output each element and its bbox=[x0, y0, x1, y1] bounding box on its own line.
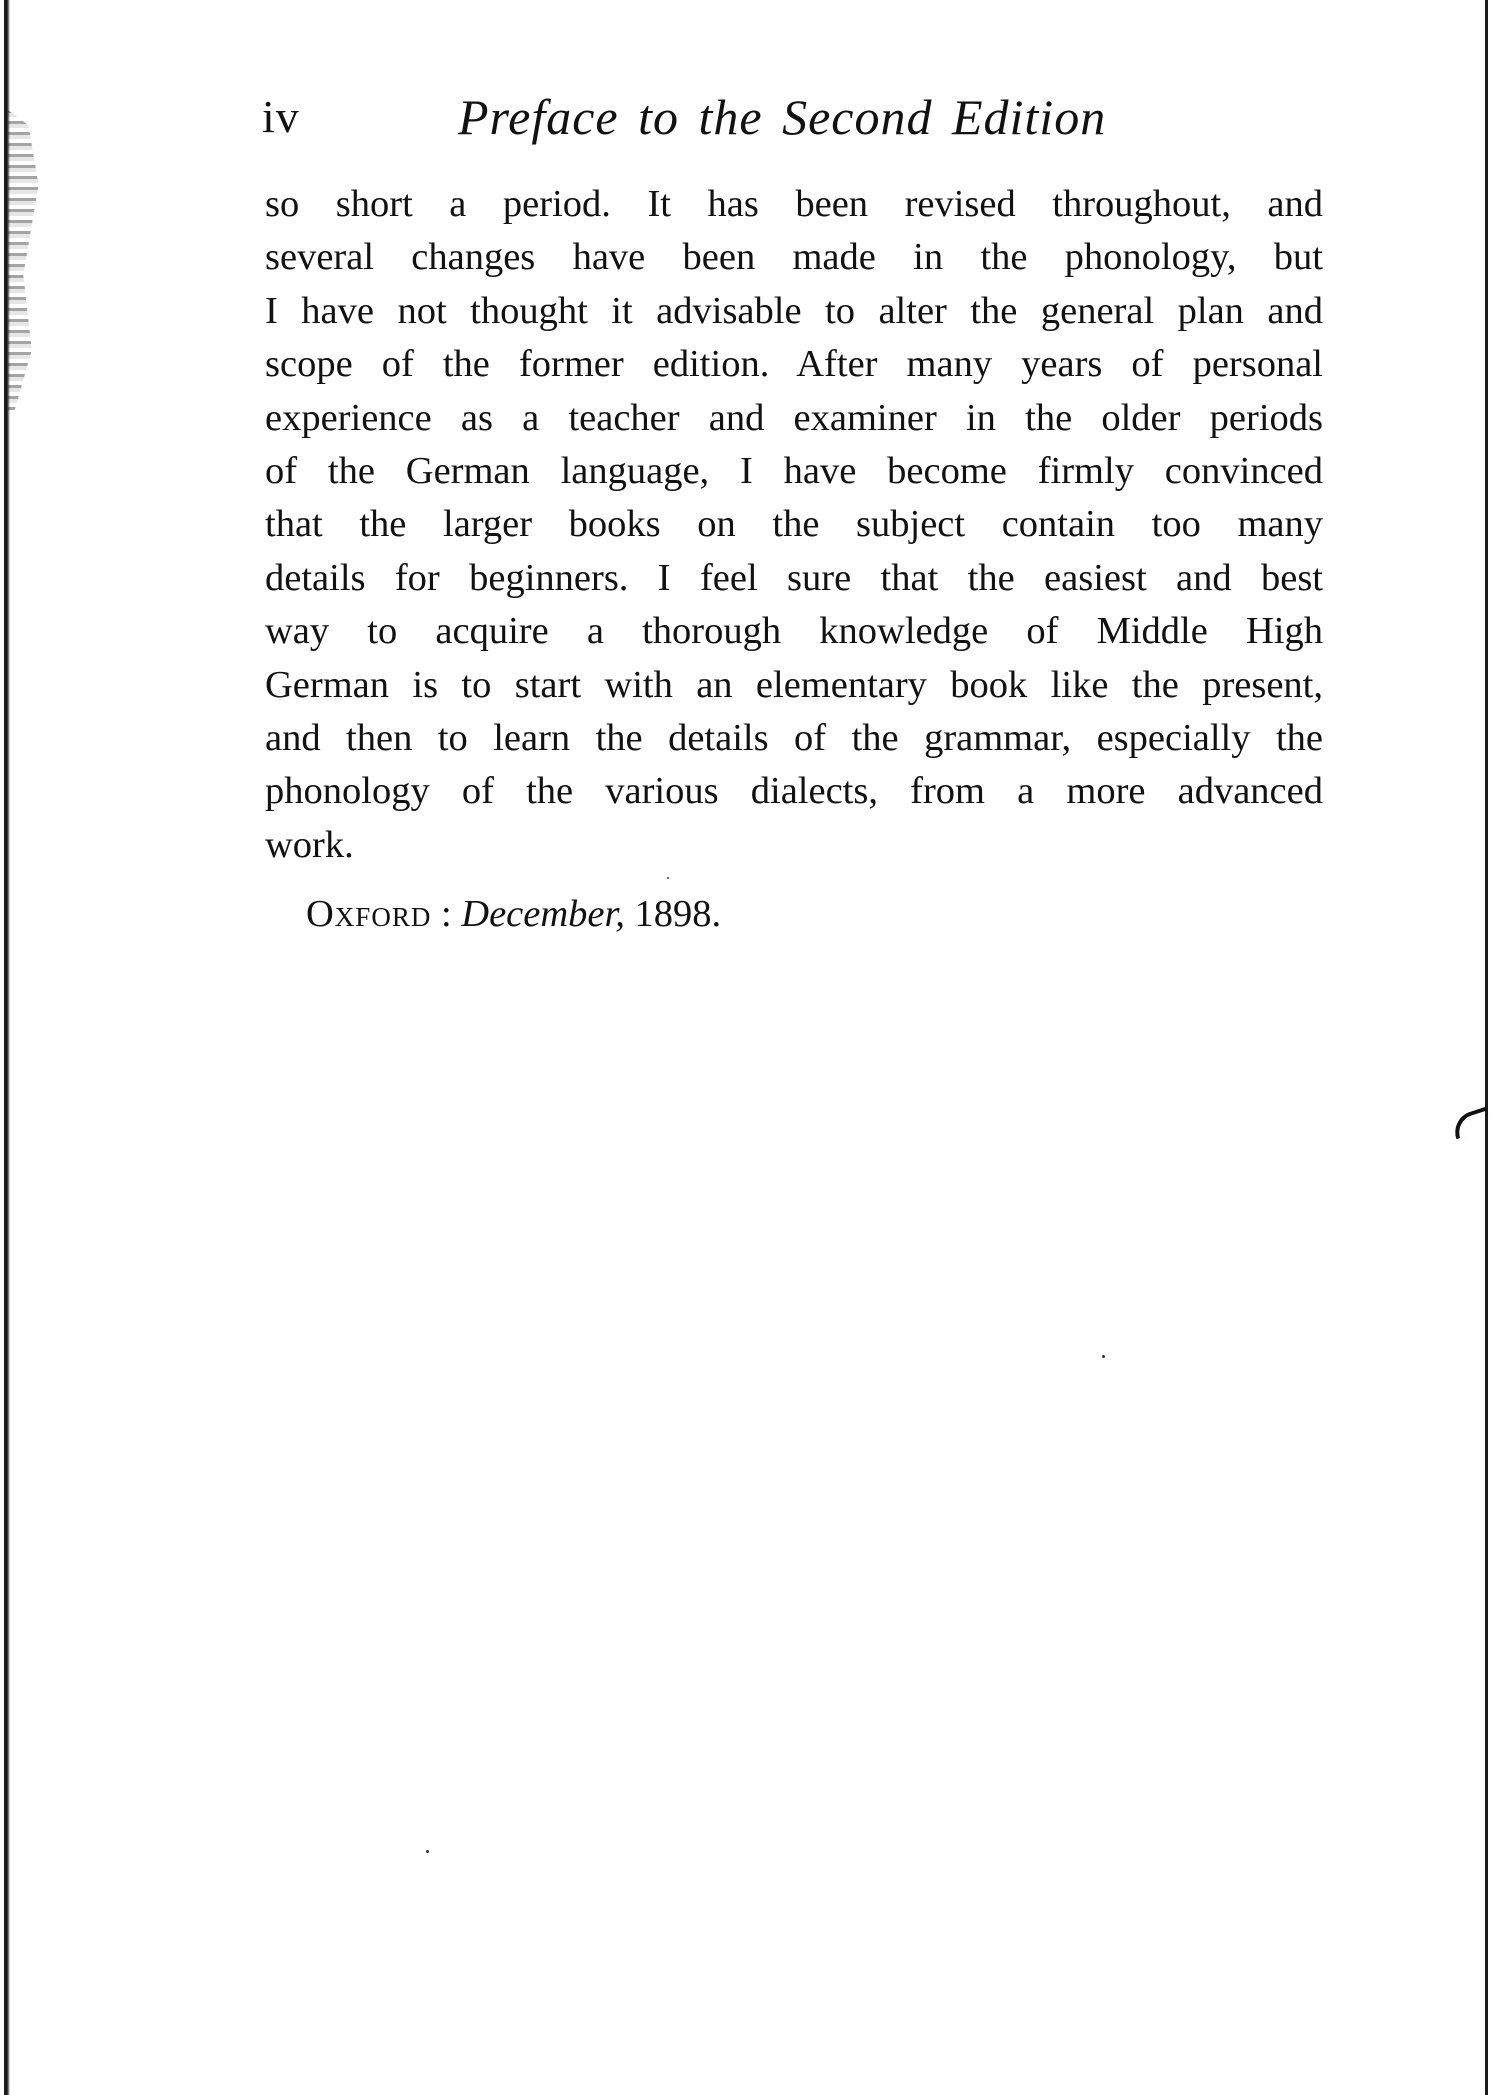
text-line: work. bbox=[265, 823, 354, 866]
text-line: and then to learn the details of the grammar, especially the bbox=[265, 716, 1323, 759]
page-header bbox=[262, 82, 1322, 152]
dateline bbox=[306, 886, 721, 942]
scan-speck bbox=[667, 877, 669, 879]
text-line: scope of the former edition. After many years of personal bbox=[265, 343, 1323, 386]
text-line: experience as a teacher and examiner in the older periods bbox=[265, 396, 1323, 439]
page-number: iv bbox=[262, 91, 300, 142]
right-page-edge bbox=[1485, 0, 1488, 2095]
text-line: phonology of the various dialects, from a more advanced bbox=[265, 770, 1323, 813]
text-line: so short a period. It has been revised throughout, and bbox=[265, 183, 1323, 225]
text-line: German is to start with an elementary book like the present, bbox=[265, 663, 1323, 706]
text-line: that the larger books on the subject contain too many bbox=[265, 503, 1323, 546]
preface-paragraph bbox=[265, 178, 1323, 872]
text-line: details for beginners. I feel sure that the easiest and best bbox=[265, 556, 1323, 599]
dateline-year: 1898. bbox=[634, 893, 722, 935]
left-scan-smudge bbox=[8, 110, 42, 410]
running-title: Preface to the Second Edition bbox=[458, 89, 1107, 145]
scan-speck bbox=[1102, 1355, 1105, 1358]
text-line: way to acquire a thorough knowledge of Middle High bbox=[265, 610, 1323, 653]
text-line: several changes have been made in the phonology, but bbox=[265, 236, 1323, 279]
text-line: of the German language, I have become firmly convinced bbox=[265, 449, 1323, 492]
scan-speck bbox=[426, 1850, 429, 1853]
text-line: I have not thought it advisable to alter the general plan and bbox=[265, 289, 1323, 332]
dateline-month: December, bbox=[461, 893, 625, 935]
dateline-place: Oxford bbox=[306, 893, 432, 935]
dateline-separator: : bbox=[431, 893, 462, 935]
